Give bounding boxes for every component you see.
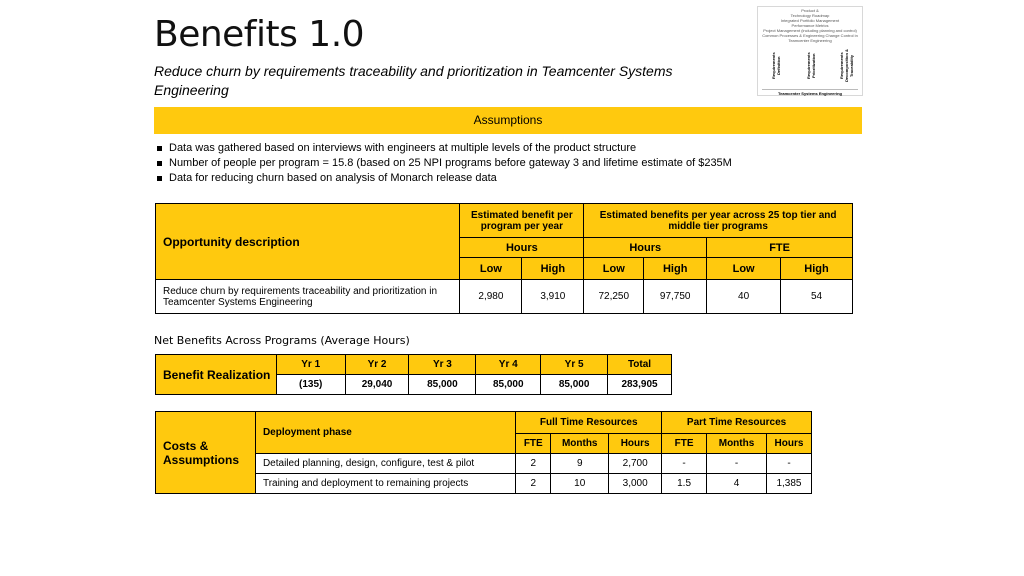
table-cell: 2,980 [460, 280, 522, 314]
table-cell: 2 [516, 454, 551, 474]
diagram-pillar: Requirements Decomposition & Traceability [838, 49, 854, 83]
table-cell: - [662, 454, 707, 474]
phase-cell: Training and deployment to remaining projects [255, 474, 515, 494]
table-cell: 2,700 [609, 454, 662, 474]
diagram-roof-line: Project Management (including planning and control) [763, 28, 857, 33]
low-header: Low [584, 258, 644, 280]
framework-diagram [757, 6, 863, 96]
table-cell: 2 [516, 474, 551, 494]
opportunity-description-header: Opportunity description [156, 204, 460, 280]
year-header: Yr 1 [276, 355, 345, 375]
part-time-header: Part Time Resources [662, 412, 812, 434]
table-cell: - [766, 454, 811, 474]
deployment-phase-header: Deployment phase [255, 412, 515, 454]
table-cell: (135) [276, 375, 345, 395]
table-cell: 3,000 [609, 474, 662, 494]
benefit-realization-label: Benefit Realization [156, 355, 277, 395]
table-cell: 1,385 [766, 474, 811, 494]
year-header: Yr 2 [345, 355, 409, 375]
table-cell: 54 [781, 280, 853, 314]
table-cell: 40 [707, 280, 781, 314]
costs-table [155, 411, 812, 494]
table-cell: 97,750 [644, 280, 707, 314]
hours-header: Hours [609, 434, 662, 454]
diagram-pillar: Requirements Definition [771, 52, 781, 80]
diagram-roof-line: Technology Roadmap [790, 13, 830, 18]
table-cell: 3,910 [522, 280, 584, 314]
high-header: High [781, 258, 853, 280]
assumption-item: Data for reducing churn based on analysis of Monarch release data [157, 171, 732, 186]
table-cell: 283,905 [608, 375, 672, 395]
diagram-roof-line: Product & [801, 8, 819, 13]
table-cell: 1.5 [662, 474, 707, 494]
diagram-roof-line: Common Processes & Engineering Change Control in [762, 33, 858, 38]
high-header: High [644, 258, 707, 280]
table-cell: 4 [707, 474, 767, 494]
fte-header: FTE [707, 238, 853, 258]
per-program-header: Estimated benefit per program per year [460, 204, 584, 238]
hours-header: Hours [766, 434, 811, 454]
table-cell: 72,250 [584, 280, 644, 314]
months-header: Months [707, 434, 767, 454]
diagram-roof-line: Teamcenter Engineering [788, 38, 832, 43]
fte-header: FTE [516, 434, 551, 454]
hours-header: Hours [584, 238, 707, 258]
diagram-roof-line: Performance Metrics [791, 23, 829, 28]
page-subtitle: Reduce churn by requirements traceability and prioritization in Teamcenter Systems Engineering [154, 63, 673, 98]
table-cell: 29,040 [345, 375, 409, 395]
page-title: Benefits 1.0 [154, 14, 365, 55]
year-header: Yr 5 [541, 355, 608, 375]
fte-header: FTE [662, 434, 707, 454]
year-header: Yr 4 [476, 355, 541, 375]
table-cell: 10 [551, 474, 609, 494]
table-cell: 85,000 [409, 375, 476, 395]
across-programs-header: Estimated benefits per year across 25 top tier and middle tier programs [584, 204, 853, 238]
table-cell: 85,000 [541, 375, 608, 395]
assumptions-header: Assumptions [154, 107, 862, 134]
net-benefits-caption: Net Benefits Across Programs (Average Hours) [154, 334, 410, 347]
full-time-header: Full Time Resources [516, 412, 662, 434]
table-cell: 85,000 [476, 375, 541, 395]
assumption-item: Data was gathered based on interviews with engineers at multiple levels of the product structure [157, 141, 732, 156]
hours-header: Hours [460, 238, 584, 258]
low-header: Low [707, 258, 781, 280]
assumption-item: Number of people per program = 15.8 (based on 25 NPI programs before gateway 3 and lifetime estimate of $235M [157, 156, 732, 171]
diagram-pillar: Requirements Prioritization [806, 52, 816, 80]
benefit-realization-table [155, 354, 672, 395]
table-cell: - [707, 454, 767, 474]
diagram-base: Teamcenter Systems Engineering [762, 89, 858, 96]
opportunity-description-cell: Reduce churn by requirements traceability and prioritization in Teamcenter Systems Engineering [156, 280, 460, 314]
low-header: Low [460, 258, 522, 280]
months-header: Months [551, 434, 609, 454]
costs-assumptions-label: Costs & Assumptions [156, 412, 256, 494]
table-cell: 9 [551, 454, 609, 474]
assumptions-list [157, 141, 732, 186]
total-header: Total [608, 355, 672, 375]
high-header: High [522, 258, 584, 280]
opportunity-table [155, 203, 853, 314]
year-header: Yr 3 [409, 355, 476, 375]
diagram-roof-line: Integrated Portfolio Management [780, 18, 840, 23]
phase-cell: Detailed planning, design, configure, test & pilot [255, 454, 515, 474]
